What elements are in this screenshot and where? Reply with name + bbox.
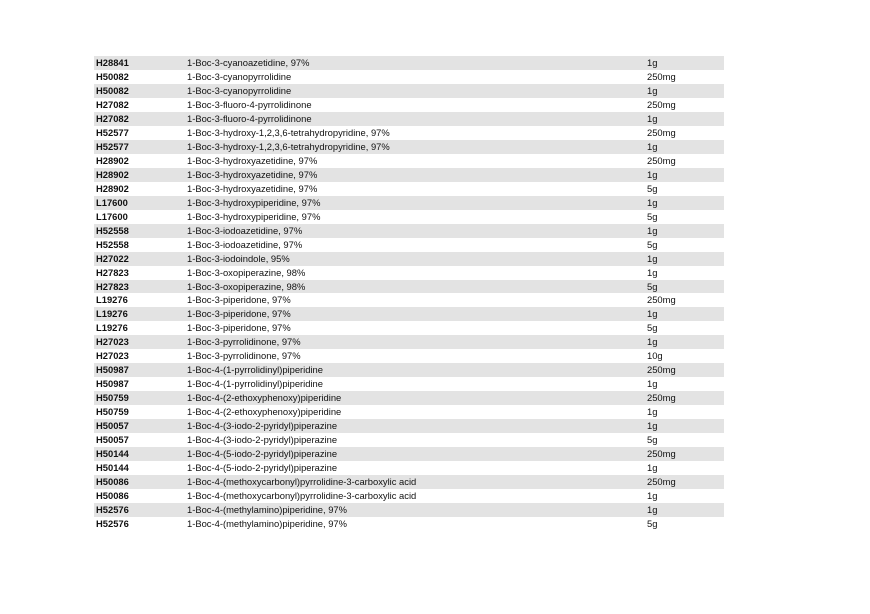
table-row [94, 98, 724, 112]
product-code: L19276 [96, 308, 128, 320]
table-row [94, 517, 724, 531]
product-quantity: 5g [647, 280, 658, 292]
table-row [94, 363, 724, 377]
product-name: 1-Boc-3-iodoazetidine, 97% [187, 238, 303, 250]
product-name: 1-Boc-4-(5-iodo-2-pyridyl)piperazine [187, 462, 338, 474]
product-quantity: 1g [647, 196, 658, 208]
product-quantity: 1g [647, 140, 658, 152]
table-row [94, 70, 724, 84]
product-code: H50086 [96, 490, 129, 502]
product-name: 1-Boc-3-fluoro-4-pyrrolidinone [187, 112, 312, 124]
product-code: H50144 [96, 448, 129, 460]
product-code: H50082 [96, 84, 129, 96]
product-code: H50086 [96, 476, 129, 488]
product-quantity: 1g [647, 252, 658, 264]
product-code: H27022 [96, 252, 129, 264]
table-row [94, 335, 724, 349]
table-row [94, 293, 724, 307]
product-quantity: 1g [647, 504, 658, 515]
product-quantity: 250mg [647, 448, 676, 460]
product-quantity: 250mg [647, 70, 676, 82]
product-code: L17600 [96, 196, 128, 208]
table-row [94, 433, 724, 447]
product-name: 1-Boc-3-fluoro-4-pyrrolidinone [187, 98, 312, 110]
product-quantity: 1g [647, 490, 658, 502]
product-name: 1-Boc-3-hydroxyazetidine, 97% [187, 168, 318, 180]
table-row [94, 210, 724, 224]
product-quantity: 250mg [647, 364, 676, 376]
product-name: 1-Boc-3-hydroxy-1,2,3,6-tetrahydropyridine, 97% [187, 126, 390, 138]
product-name: 1-Boc-3-pyrrolidinone, 97% [187, 350, 301, 362]
table-row [94, 252, 724, 266]
product-name: 1-Boc-3-iodoindole, 95% [187, 252, 290, 264]
product-name: 1-Boc-3-hydroxypiperidine, 97% [187, 210, 321, 222]
product-code: H27823 [96, 280, 129, 292]
product-code: H52558 [96, 238, 129, 250]
product-code: H28902 [96, 168, 129, 180]
product-code: H52577 [96, 140, 129, 152]
table-row [94, 503, 724, 517]
product-table [94, 56, 724, 531]
product-code: H52558 [96, 224, 129, 236]
product-code: H50144 [96, 462, 129, 474]
product-quantity: 5g [647, 210, 658, 222]
product-quantity: 1g [647, 420, 658, 432]
product-quantity: 250mg [647, 154, 676, 166]
table-row [94, 447, 724, 461]
table-row [94, 196, 724, 210]
table-row [94, 349, 724, 363]
product-code: H50987 [96, 378, 129, 390]
product-name: 1-Boc-4-(3-iodo-2-pyridyl)piperazine [187, 420, 338, 432]
product-code: H50082 [96, 70, 129, 82]
product-name: 1-Boc-3-cyanopyrrolidine [187, 70, 292, 82]
table-row [94, 126, 724, 140]
product-quantity: 250mg [647, 476, 676, 488]
product-quantity: 1g [647, 308, 658, 320]
table-row [94, 238, 724, 252]
product-quantity: 1g [647, 406, 658, 418]
product-quantity: 10g [647, 350, 663, 362]
product-name: 1-Boc-3-oxopiperazine, 98% [187, 266, 306, 278]
table-row [94, 224, 724, 238]
table-row [94, 475, 724, 489]
table-row [94, 266, 724, 280]
product-name: 1-Boc-3-iodoazetidine, 97% [187, 224, 303, 236]
product-quantity: 5g [647, 517, 658, 529]
product-name: 1-Boc-4-(1-pyrrolidinyl)piperidine [187, 364, 323, 376]
product-name: 1-Boc-4-(methoxycarbonyl)pyrrolidine-3-carboxylic acid [187, 476, 417, 488]
product-code: H52576 [96, 504, 129, 515]
table-row [94, 405, 724, 419]
product-code: H50759 [96, 392, 129, 404]
table-row [94, 280, 724, 294]
table-row [94, 154, 724, 168]
product-quantity: 1g [647, 57, 658, 68]
table-row [94, 419, 724, 433]
product-name: 1-Boc-3-cyanopyrrolidine [187, 84, 292, 96]
table-row [94, 307, 724, 321]
product-code: H27023 [96, 350, 129, 362]
table-row [94, 84, 724, 98]
product-code: H50759 [96, 406, 129, 418]
product-name: 1-Boc-3-piperidone, 97% [187, 322, 291, 334]
product-name: 1-Boc-4-(2-ethoxyphenoxy)piperidine [187, 406, 342, 418]
product-quantity: 1g [647, 462, 658, 474]
product-quantity: 250mg [647, 294, 676, 306]
table-row [94, 461, 724, 475]
product-name: 1-Boc-4-(5-iodo-2-pyridyl)piperazine [187, 448, 338, 460]
product-name: 1-Boc-3-hydroxyazetidine, 97% [187, 154, 318, 166]
product-name: 1-Boc-3-pyrrolidinone, 97% [187, 336, 301, 348]
product-code: H50057 [96, 420, 129, 432]
table-row [94, 321, 724, 335]
product-code: L17600 [96, 210, 128, 222]
product-name: 1-Boc-3-piperidone, 97% [187, 308, 291, 320]
product-code: H27082 [96, 98, 129, 110]
product-quantity: 1g [647, 168, 658, 180]
product-quantity: 250mg [647, 126, 676, 138]
product-code: H52576 [96, 517, 129, 529]
product-code: H50057 [96, 434, 129, 446]
table-row [94, 391, 724, 405]
product-quantity: 1g [647, 266, 658, 278]
product-name: 1-Boc-3-hydroxyazetidine, 97% [187, 182, 318, 194]
table-row [94, 168, 724, 182]
product-name: 1-Boc-4-(3-iodo-2-pyridyl)piperazine [187, 434, 338, 446]
product-quantity: 5g [647, 434, 658, 446]
product-quantity: 250mg [647, 392, 676, 404]
product-name: 1-Boc-3-hydroxy-1,2,3,6-tetrahydropyridine, 97% [187, 140, 390, 152]
product-code: H52577 [96, 126, 129, 138]
product-quantity: 5g [647, 238, 658, 250]
product-code: H27823 [96, 266, 129, 278]
product-quantity: 5g [647, 322, 658, 334]
product-name: 1-Boc-3-cyanoazetidine, 97% [187, 57, 310, 68]
product-name: 1-Boc-3-oxopiperazine, 98% [187, 280, 306, 292]
product-quantity: 1g [647, 224, 658, 236]
product-code: H27023 [96, 336, 129, 348]
table-row [94, 489, 724, 503]
product-code: H28902 [96, 182, 129, 194]
product-quantity: 1g [647, 84, 658, 96]
product-name: 1-Boc-4-(1-pyrrolidinyl)piperidine [187, 378, 323, 390]
product-code: L19276 [96, 322, 128, 334]
product-code: H27082 [96, 112, 129, 124]
table-row [94, 140, 724, 154]
product-code: H50987 [96, 364, 129, 376]
product-quantity: 5g [647, 182, 658, 194]
product-quantity: 1g [647, 112, 658, 124]
table-row [94, 56, 724, 70]
product-code: H28902 [96, 154, 129, 166]
product-name: 1-Boc-4-(methoxycarbonyl)pyrrolidine-3-carboxylic acid [187, 490, 417, 502]
table-row [94, 182, 724, 196]
product-quantity: 250mg [647, 98, 676, 110]
product-quantity: 1g [647, 378, 658, 390]
product-code: L19276 [96, 294, 128, 306]
product-name: 1-Boc-4-(methylamino)piperidine, 97% [187, 504, 347, 515]
table-row [94, 112, 724, 126]
product-quantity: 1g [647, 336, 658, 348]
product-name: 1-Boc-4-(2-ethoxyphenoxy)piperidine [187, 392, 342, 404]
table-row [94, 377, 724, 391]
product-code: H28841 [96, 57, 129, 68]
product-name: 1-Boc-4-(methylamino)piperidine, 97% [187, 517, 347, 529]
product-name: 1-Boc-3-hydroxypiperidine, 97% [187, 196, 321, 208]
product-name: 1-Boc-3-piperidone, 97% [187, 294, 291, 306]
